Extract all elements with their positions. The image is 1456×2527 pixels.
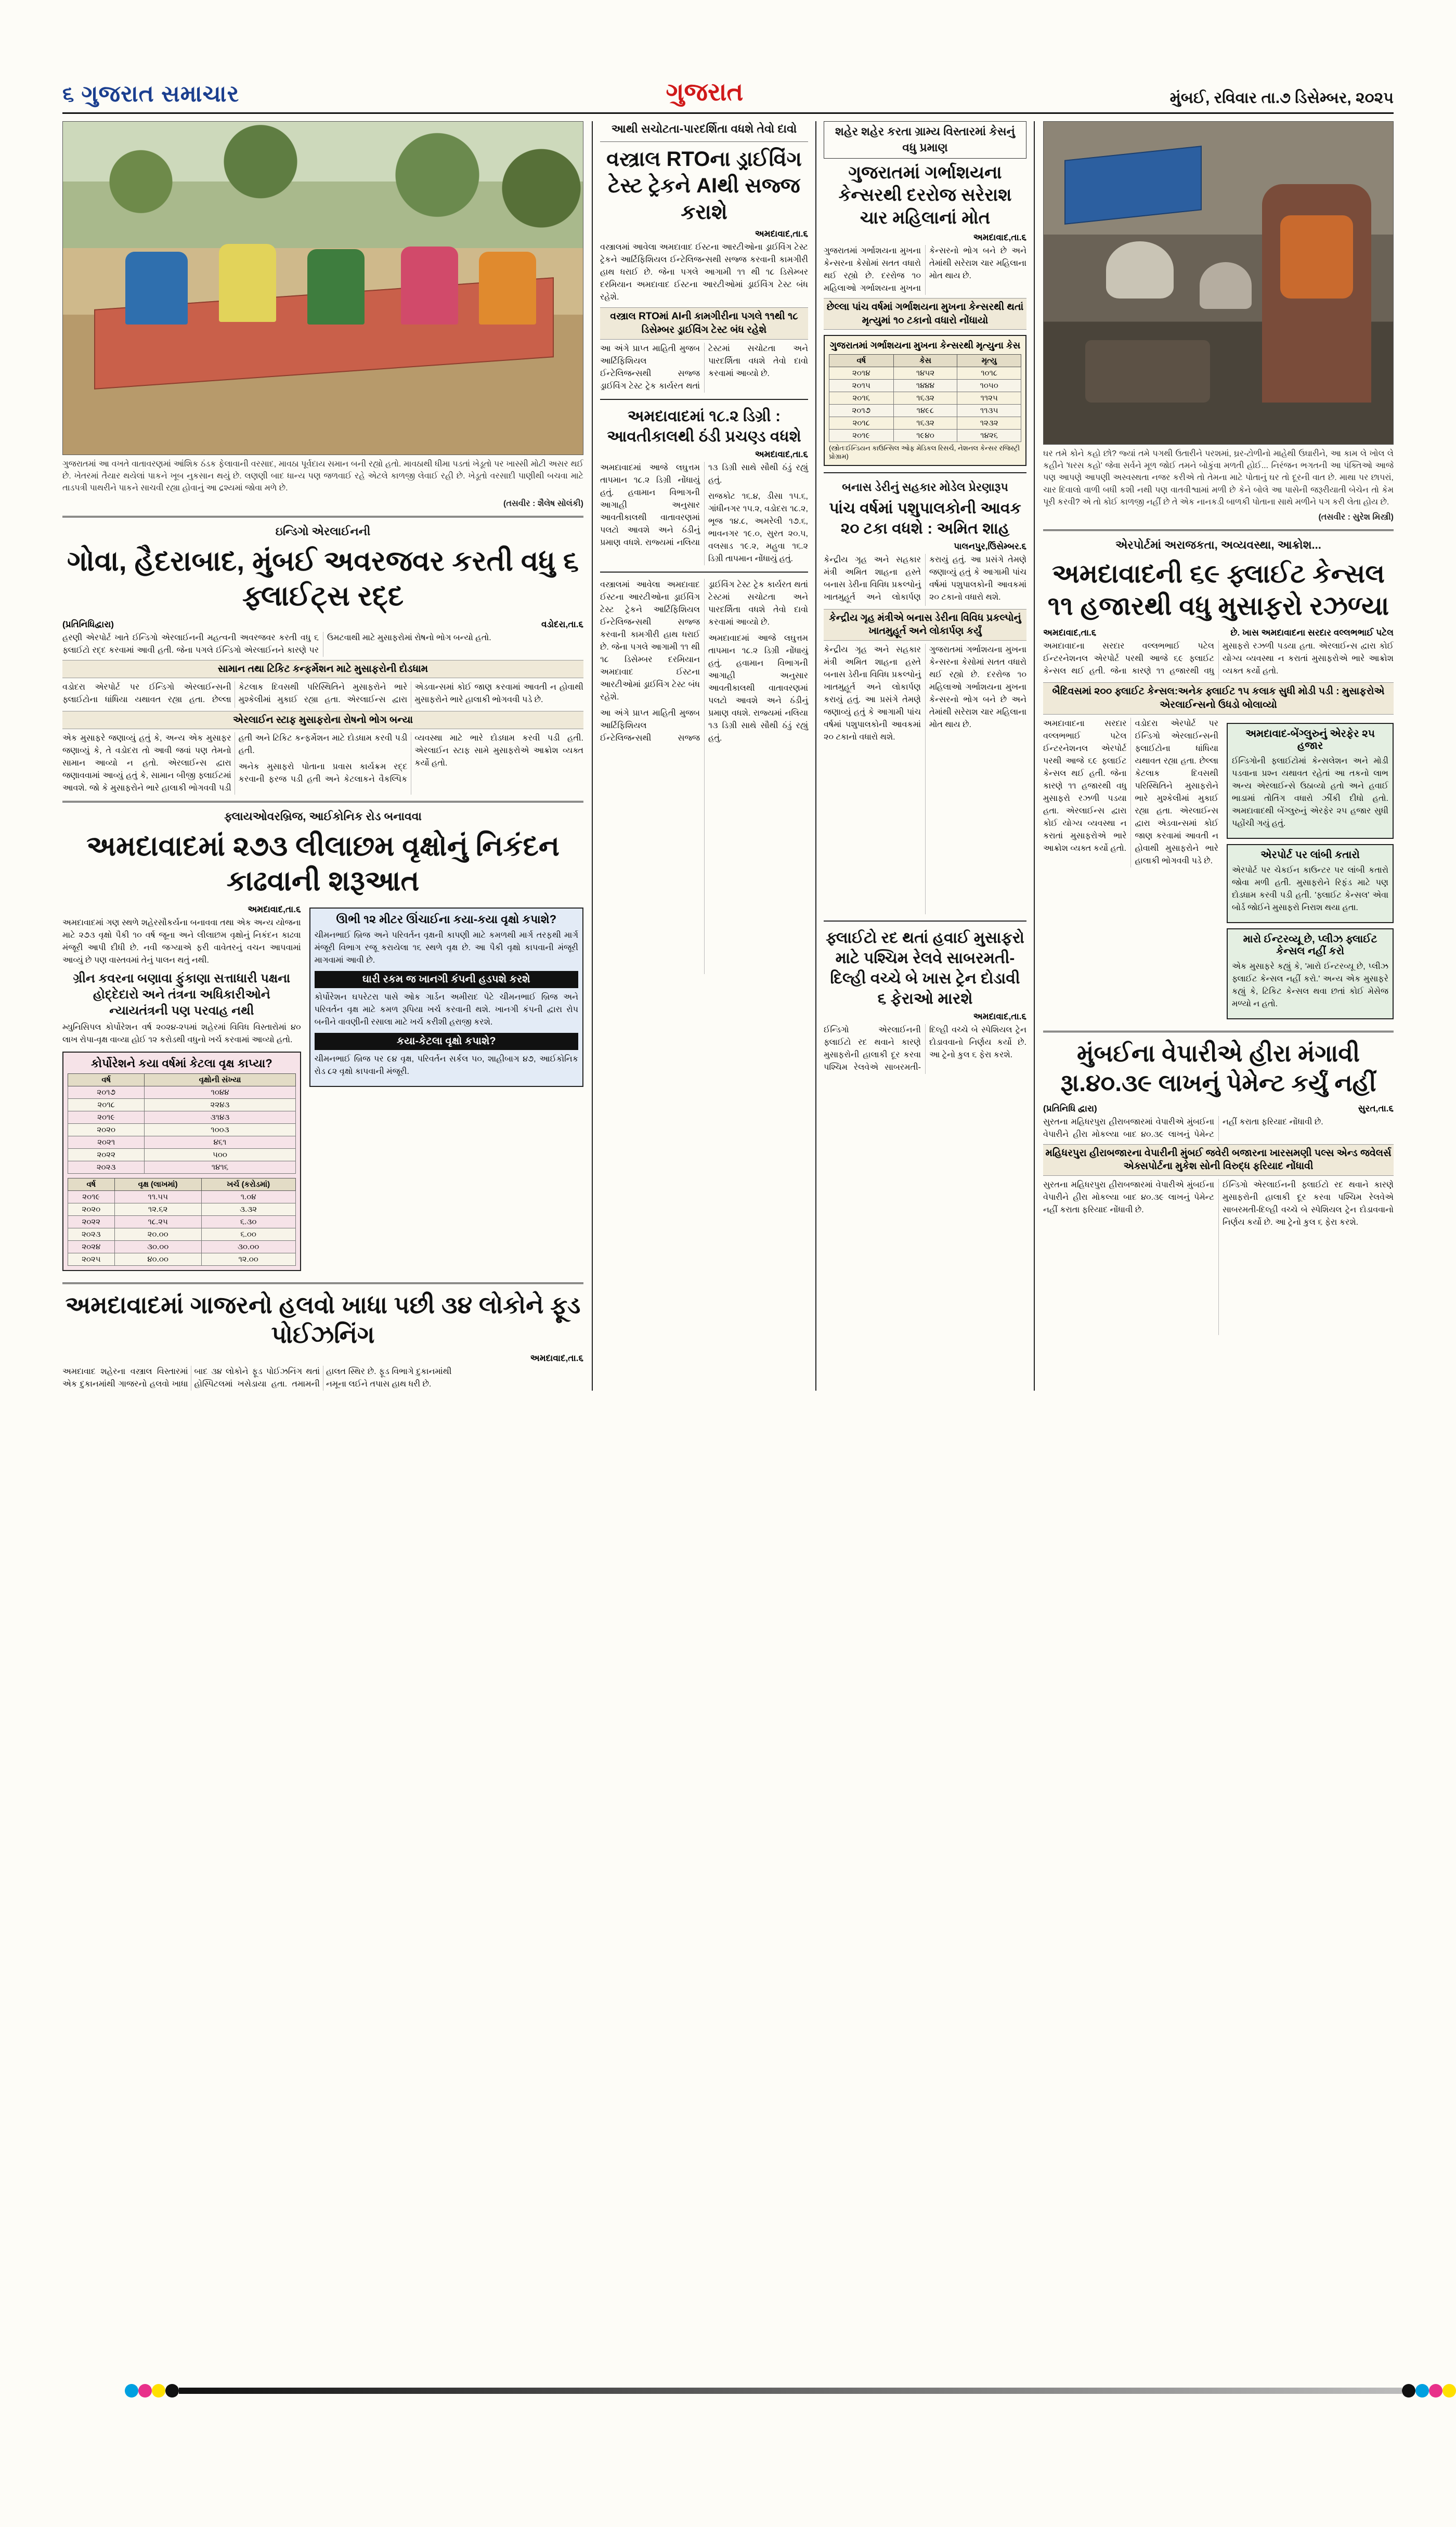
airport-byline-right: છે. ખાસ અમદાવાદના સરદાર વલ્લભભાઈ પટેલ [1230,627,1394,638]
temp-filler: અમદાવાદમાં આજે લઘુત્તમ તાપમાન ૧૮.૨ ડિગ્રી નોંધાયું હતું. હવામાન વિભાગની આગાહી અનુસાર આવતીકાલથી વાતાવરણમાં પલટો આવશે અને ઠંડીનું પ્રમાણ વધશે. રાજ્યમાં નલિયા ૧૩ ડિગ્રી સાથે સૌથી ઠંડું રહ્યું હતું. [708,633,808,743]
reg-swatch [1429,2384,1442,2398]
food-headline: અમદાવાદમાં ગાજરનો હલવો ખાધા પછી ૩૪ લોકોને ફૂડ પોઈઝનિંગ [65,1291,581,1349]
table-row: ૨૦૧૪ ૧૪૫૨ ૧૦૧૮ [829,367,1021,380]
reg-greybar [179,2388,1402,2394]
indigo-lead: હરણી એરપોર્ટ ખાતે ઈન્ડિગો એરલાઈનની મહત્વની અવરજવર કરતી વધુ ૬ ફ્લાઈટો રદ્દ કરવામાં આવી હતી. જેના પગલે ઈન્ડિગો એરલાઈનને કારણે પર ઉમટવાથી માટે મુસાફરોમાં રોષનો ભોગ બન્યો હતો. [62,633,491,655]
table-row: ૨૦૨૫ ૪૦.૦૦ ૧૨.૦૦ [68,1253,296,1265]
diamond-body: સુરતના મહિધરપુરા હીરાબજારમાં વેપારીએ મુંબઈના વેપારીને હીરા મોકલ્યા બાદ ૪૦.૩૯ લાખનું પેમેન્ટ નહીં કરાતા ફરિયાદ નોંધાવી છે. [1043,1117,1323,1139]
column-three [816,121,1035,1391]
table-row: ૨૦૨૧ ૪૬૧ [68,1136,296,1148]
cancer-kicker: શહેર શહેર કરતા ગ્રામ્ય વિસ્તારમાં કેસનું વધુ પ્રમાણ [824,121,1026,159]
temp-headline: અમદાવાદમાં ૧૮.૨ ડિગ્રી : આવતીકાલથી ઠંડી પ્રચણ્ડ વધશે [607,407,801,445]
rto-headline: વસ્ત્રાલ RTOના ડ્રાઈવિંગ ટેસ્ટ ટ્રેકને AIથી સજ્જ કરાશે [606,147,802,224]
tree-q3-title: કયા-કેટલા વૃક્ષો કપાશે? [315,1033,578,1050]
table-row: ૨૦૧૮ ૧૬૩૨ ૧૨૩૨ [829,417,1021,430]
train-headline: ફ્લાઈટો રદ થતાં હવાઈ મુસાફરો માટે પશ્ચિમ રેલવે સાબરમતી-દિલ્હી વચ્ચે બે ખાસ ટ્રેન દોડાવી ૬ ફેરાઓ મારશે [826,929,1024,1007]
tree-count-title: કોર્પોરેશને કયા વર્ષમાં કેટલા વૃક્ષ કાપ્યા? [90,1056,272,1070]
airport-subline: બૈદિવસમાં ૨૦૦ ફ્લાઈટ કેન્સલ:અનેક ફ્લાઈટ ૧૫ કલાક સુધી મોડી પડી : મુસાફરોએ એરલાઈન્સનો ઉધડો બોલાવ્યો [1043,682,1394,714]
reg-swatch [165,2384,179,2398]
column-one [62,121,593,1391]
cancer-headline: ગુજરાતમાં ગર્ભાશયના કેન્સરથી દરરોજ સરેરાશ ચાર મહિલાનાં મોત [838,162,1012,228]
table-row: ૨૦૨૦ ૧૨.૬૨ ૩.૩૨ [68,1203,296,1215]
airport-sub-3 [1227,928,1394,1019]
indigo-body1: વડોદરા એરપોર્ટ પર ઈન્ડિગો એરલાઈન્સની ફ્લાઈટોના ધાંધિયા યથાવત રહ્યા હતા. છેલ્લા કેટલાક દિવસથી પરિસ્થિતિને મુસાફરોને ભારે મુશ્કેલીમાં મુકાઈ રહ્યા હતા. એરલાઈન્સ દ્વારા એડવાન્સમાં કોઈ જાણ કરવામાં આવતી ન હોવાથી મુસાફરોને ભારે હાલાકી ભોગવવી પડે છે. [62,683,583,705]
diamond-filler: સુરતના મહિધરપુરા હીરાબજારમાં વેપારીએ મુંબઈના વેપારીને હીરા મોકલ્યા બાદ ૪૦.૩૯ લાખનું પેમેન્ટ નહીં કરાતા ફરિયાદ નોંધાવી છે. [1043,1180,1214,1214]
airport-sub-2-head: એરપોર્ટ પર લાંબી કતારો [1260,849,1360,861]
temp-body: અમદાવાદમાં આજે લઘુત્તમ તાપમાન ૧૮.૨ ડિગ્રી નોંધાયું હતું. હવામાન વિભાગની આગાહી અનુસાર આવતીકાલથી વાતાવરણમાં પલટો આવશે અને ઠંડીનું પ્રમાણ વધશે. રાજ્યમાં નલિયા ૧૩ ડિગ્રી સાથે સૌથી ઠંડું રહ્યું હતું. [600,463,808,547]
cancer-table-box [824,335,1026,466]
section-title: ગુજરાત [666,79,744,106]
cancer-byline: અમદાવાદ,તા.૬ [973,232,1026,243]
rto-subline: વસ્ત્રાલ RTOમાં AIની કામગીરીના પગલે ૧૧થી ૧૮ ડિસેમ્બર ડ્રાઈવિંગ ટેસ્ટ બંધ રહેશે [600,307,808,339]
banas-body: કેન્દ્રીય ગૃહ અને સહકાર મંત્રી અમિત શાહના હસ્તે બનાસ ડેરીના વિવિધ પ્રકલ્પોનું ખાતમુહૂર્ત અને લોકાર્પણ કરાયું હતું. આ પ્રસંગે તેમણે જણાવ્યું હતું કે આગામી પાંચ વર્ષમાં પશુપાલકોની આવકમાં ૨૦ ટકાનો વધારો થશે. [824,555,1026,602]
lead-photo-credit: (તસવીર : શૈલેષ સોલંકી) [503,499,583,508]
indigo-byline-right: વડોદરા,તા.૬ [541,619,583,629]
tree-q3-body: ચીમનભાઈ બ્રિજ પર ૯૪ વૃક્ષ, પરિવર્તન સર્કલ ૫૦, શાહીબાગ ૪૭, આઈકોનિક રોડ ૮૨ વૃક્ષો કાપવાની મંજૂરી. [314,1054,578,1076]
airport-body-cont: અમદાવાદના સરદાર વલ્લભભાઈ પટેલ ઈન્ટરનેશનલ એરપોર્ટ પરથી આજે ૬૯ ફ્લાઈટ કેન્સલ થઈ હતી. જેના કારણે ૧૧ હજારથી વધુ મુસાફરો રઝળી પડયા હતા. એરલાઈન્સ દ્વારા કોઈ યોગ્ય વ્યવસ્થા ન કરાતાં મુસાફરોએ ભારે આક્રોશ વ્યક્ત કર્યો હતો. [1043,719,1127,853]
train-byline: અમદાવાદ,તા.૬ [973,1012,1026,1021]
rto-body2: આ અંગે પ્રાપ્ત માહિતી મુજબ આર્ટિફિશિયલ ઈન્ટેલિજન્સથી સજ્જ ડ્રાઈવિંગ ટેસ્ટ ટ્રેક કાર્યરત થતાં ટેસ્ટમાં સચોટતા અને પારદર્શિતા વધશે તેવો દાવો કરવામાં આવ્યો છે. [600,344,808,391]
reg-swatch [152,2384,165,2398]
airport-headline: અમદાવાદની ૬૯ ફ્લાઈટ કેન્સલ ૧૧ હજારથી વધુ મુસાફરો રઝળ્યા [1047,559,1389,621]
indigo-body3: અનેક મુસાફરો પોતાના પ્રવાસ કાર્યક્રમ રદ્દ કરવાની ફરજ પડી હતી અને કેટલાકને વૈકલ્પિક વ્યવસ્થા માટે ભારે દોડધામ કરવી પડી હતી. એરલાઈન સ્ટાફ સામે મુસાફરોએ આક્રોશ વ્યક્ત કર્યો હતો. [238,734,583,784]
rto-body: વસ્ત્રાલમાં આવેલા અમદાવાદ ઈસ્ટના આરટીઓના ડ્રાઈવિંગ ટેસ્ટ ટ્રેકને આર્ટિફિશિયલ ઈન્ટેલિજન્સથી સજ્જ કરવાની કામગીરી હાથ ધરાઈ છે. જેના પગલે આગામી ૧૧ થી ૧૮ ડિસેમ્બર દરમિયાન અમદાવાદ ઈસ્ટના આરટીઓમાં ડ્રાઈવિંગ ટેસ્ટ બંધ રહેશે. [600,243,808,302]
indigo-kicker: ઇન્ડિગો એરલાઈનની [275,524,371,538]
tree-count-table [68,1073,296,1174]
airport-kicker: એરપોર્ટમાં અરાજકતા, અવ્યવસ્થા, આક્રોશ... [1115,538,1321,552]
banas-headline: પાંચ વર્ષમાં પશુપાલકોની આવક ૨૦ ટકા વધશે : અમિત શાહ [829,500,1021,538]
tree-count-box [62,1052,301,1271]
tree-q2-body: કોર્પોરેશન ઘપરેટરા પાસે ઓક ગાર્ડન અમીરાદ પેટે ચીમનભાઈ બ્રિજ અને પરિવર્તન વૃક્ષ માટે કમળ રૂપિયા ખર્ચ કરવાની થશે. ખાનગી કંપની દ્વારા રોપ બનીને વાવણીની રસાલા માટે ખર્ચ કરીશી હરાજી કરશે. [314,992,578,1027]
right-photo-caption: ઘર તમે કોને કહો છો? જ્યાં તમે પગથી ઉતારીને પરશમાં, ઘ્રર-ટોળીનો માહેથી ઉઘારીને, આ કામ લે ખોલ લે કહીને 'ધરસ કહો' જેવા સર્વને મૂળ જોઈ તમને બોકુંવા મળતી હોઈ... નિરંજન ભગતની આ પંક્તિઓ આજે પણ આપણે આપણી અસ્વસ્થતા નજર કરીએ તો તેમના માટે પોતાનું ઘર તો દૂરની વાત છે. માથા પર છાપરાં, ચાર દિવાલો વાળી બધી કશી નથી પણ વાતવીશ્વામાં મળી છે કેને બોલે આ પાસેની જરૂરીયાતી બેચેન તો કેમ પૂરી કરવી? એ તો કોઈ કાળજી નહીં છે તે એક નાનકડી બાળકી પોતાના સાથે મળીને પગ કરી લેતા હોય છે. [1043,449,1394,507]
diamond-headline: મુંબઈના વેપારીએ હીરા મંગાવી રૂા.૪૦.૩૯ લાખનું પેમેન્ટ કર્યું નહીં [1060,1039,1376,1097]
indigo-byline-left: (પ્રતિનિધિદ્વારા) [62,619,114,629]
masthead [62,78,1394,114]
reg-swatch [1442,2384,1456,2398]
table-row: ૨૦૧૫ ૧૪૪૪ ૧૦૫૦ [829,380,1021,392]
banas-kicker: બનાસ ડેરીનું સહકાર મોડેલ પ્રેરણારૂપ [842,481,1008,494]
banas-filler: કેન્દ્રીય ગૃહ અને સહકાર મંત્રી અમિત શાહના હસ્તે બનાસ ડેરીના વિવિધ પ્રકલ્પોનું ખાતમુહૂર્ત અને લોકાર્પણ કરાયું હતું. આ પ્રસંગે તેમણે જણાવ્યું હતું કે આગામી પાંચ વર્ષમાં પશુપાલકોની આવકમાં ૨૦ ટકાનો વધારો થશે. [824,645,921,742]
airport-body: અમદાવાદના સરદાર વલ્લભભાઈ પટેલ ઈન્ટરનેશનલ એરપોર્ટ પરથી આજે ૬૯ ફ્લાઈટ કેન્સલ થઈ હતી. જેના કારણે ૧૧ હજારથી વધુ મુસાફરો રઝળી પડયા હતા. એરલાઈન્સ દ્વારા કોઈ યોગ્ય વ્યવસ્થા ન કરાતાં મુસાફરોએ ભારે આક્રોશ વ્યક્ત કર્યો હતો. [1043,641,1394,676]
diamond-filler2: ઈન્ડિગો એરલાઈનની ફ્લાઈટો રદ થવાને કારણે મુસાફરોની હાલાકી દૂર કરવા પશ્ચિમ રેલવેએ સાબરમતી-દિલ્હી વચ્ચે બે સ્પેશિયલ ટ્રેન દોડાવવાનો નિર્ણય કર્યો છે. આ ટ્રેનો કુલ ૬ ફેરા કરશે. [1223,1180,1394,1227]
tree-question-box [309,908,583,1087]
cancer-table-note: (સ્ત્રોતઃઈન્ડિયન કાઉન્સિલ ઓફ મેડિકલ રિસર્ચ, નેશનલ કેન્સર રજિસ્ટ્રી પ્રોગ્રામ) [829,444,1020,461]
cancer-subline: છેલ્લા પાંચ વર્ષમાં ગર્ભાશયના મુખના કેન્સરથી થતાં મૃત્યુમાં ૧૦ ટકાનો વધારો નોંધાયો [824,298,1026,330]
flyover-subhead: ગ્રીન કવરના બણાવા ફુંકાણા સત્તાધારી પક્ષના હોદ્દેદારો અને તંત્રના અધિકારીઓને ન્યાયતંત્રની પણ પરવાહ નથી [73,971,290,1018]
reg-swatch [1402,2384,1415,2398]
table-row: ૨૦૨૩ ૧૪૧૬ [68,1161,296,1173]
flyover-byline: અમદાવાદ,તા.૬ [248,904,301,914]
diamond-byline-right: સુરત,તા.૬ [1358,1103,1394,1113]
right-photo [1043,121,1394,445]
airport-sub-3-text: એક મુસાફરે કહ્યું કે, 'મારો ઈન્ટરવ્યૂ છે, પ્લીઝ ફ્લાઈટ કેન્સલ નહીં કરો.' અન્ય એક મુસાફરે કહ્યું કે, ટિકિટ કેન્સલ થવા છતાં કોઈ મેસેજ મળ્યો ન હતો. [1232,962,1388,1008]
column-four [1035,121,1394,1391]
airport-sub-2-text: એરપોર્ટ પર ચેકઈન કાઉન્ટર પર લાંબી કતારો જોવા મળી હતી. મુસાફરોને રિફંડ માટે પણ દોડધામ કરવી પડી હતી. 'ફ્લાઈટ કેન્સલ' એવા બોર્ડ જોઈને મુસાફરો નિરાશ થયા હતા. [1232,865,1388,912]
tree-q2-title: ઘારી રકમ જ ખાનગી કંપની હડપશે કરશે [315,971,578,988]
rto-filler2: આ અંગે પ્રાપ્ત માહિતી મુજબ આર્ટિફિશિયલ ઈન્ટેલિજન્સથી સજ્જ ડ્રાઈવિંગ ટેસ્ટ ટ્રેક કાર્યરત થતાં ટેસ્ટમાં સચોટતા અને પારદર્શિતા વધશે તેવો દાવો કરવામાં આવ્યો છે. [600,580,808,743]
diamond-byline-left: (પ્રતિનિધિ દ્વારા) [1043,1103,1097,1113]
temp-list: રાજકોટ ૧૬.૪, ડીસા ૧૫.૬, ગાંધીનગર ૧૫.૨, વડોદરા ૧૮.૨, ભૂજ ૧૪.૮, અમરેલી ૧૭.૬, ભાવનગર ૧૯.૦, સુરત ૨૦.૫, વલસાડ ૧૯.૨, મહુવા ૧૬.૨ ડિગ્રી તાપમાન નોંધાયું હતું. [708,491,808,563]
page-folio: ૬ [62,82,74,106]
registration-marks [125,2384,1456,2398]
airport-sub-3-head: મારો ઈન્ટરવ્યૂ છે, પ્લીઝ ફ્લાઈટ કેન્સલ નહીં કરો [1243,933,1377,957]
table-row: ૨૦૧૬ ૧૬૩૨ ૧૧૨૫ [829,392,1021,405]
paper-name: ગુજરાત સમાચાર [81,81,240,107]
edition-date: મુંબઈ, રવિવાર તા.૭ ડિસેમ્બર, ૨૦૨૫ [1169,89,1394,107]
lead-photo [62,121,583,455]
flyover-kicker: ફ્લાયઓવરબ્રિજ, આઈકોનિક રોડ બનાવવા [224,810,422,823]
tree-question-body: ચીમનભાઈ બ્રિજ અને પરિવર્તન વૃક્ષની કાપણી માટે કમળથી માર્ગ તરફથી માર્ગ મંજૂરી વિભાગ રજૂ કરાયેલા ૧૬ સ્થળે વૃક્ષ છે. આ પૈકી વૃક્ષો કાપવાની મંજૂરી માગવામાં આવી છે. [314,930,578,965]
table-row: ૨૦૨૪ ૩૦.૦૦ ૩૦.૦૦ [68,1240,296,1253]
diamond-subline: મહિધરપુરા હીરાબજારના વેપારીની મુંબઈ જવેરી બજારના ખારસમણી પલ્સ એન્ડ જવેલર્સ એક્સપોર્ટના મુકેશ સોની વિરુદ્ધ ફરિયાદ નોંધાવી [1043,1144,1394,1176]
tree-question-title: ઊભી ૧૨ મીટર ઊંચાઈના કયા-કયા વૃક્ષો કપાશે? [336,912,557,926]
table-row: ૨૦૧૮ ૨૨૪૩ [68,1098,296,1111]
indigo-body2: એક મુસાફરે જણાવ્યું હતું કે, અન્ય એક મુસાફર જણાવ્યું કે, તે વડોદરા તો આવી જવાં પણ તેમનો સામાન આવ્યો ન હતો. એરલાઈન્સ દ્વારા જણાવવામાં આવ્યું હતું કે, સામાન બીજી ફ્લાઈટમાં આવશે. જો કે મુસાફરોને ભારે હાલાકી ભોગવવી પડી હતી અને ટિકિટ કન્ફર્મેશન માટે દોડધામ કરવી પડી હતી. [62,734,408,793]
flyover-body: અમદાવાદમાં ગણ સ્થળે શહેરસૌકર્યના બનાવવા તથા એક અન્ય યોજના માટે ૨૭૩ વૃક્ષો પૈકી ૧૦ વર્ષ જૂના અને લીલાછમ વૃક્ષોનું નિકંદન કાઢવા મંજૂરી આપી દીધી છે. નવી જગ્યાએ ફરી વાવેતરનું વચન આપવામાં આવ્યું છે પણ વાસ્તવમાં તેનું પાલન થતું નથી. [62,918,301,965]
airport-sub-1 [1227,723,1394,839]
food-byline: અમદાવાદ,તા.૬ [530,1353,583,1363]
airport-body-cont2: વડોદરા એરપોર્ટ પર ઈન્ડિગો એરલાઈન્સની ફ્લાઈટોના ધાંધિયા યથાવત રહ્યા હતા. છેલ્લા કેટલાક દિવસથી પરિસ્થિતિને મુસાફરોને ભારે મુશ્કેલીમાં મુકાઈ રહ્યા હતા. એરલાઈન્સ દ્વારા એડવાન્સમાં કોઈ જાણ કરવામાં આવતી ન હોવાથી મુસાફરોને ભારે હાલાકી ભોગવવી પડે છે. [1135,719,1219,865]
table-row: ૨૦૧૭ ૧૦૪૪ [68,1086,296,1098]
table-row: ૨૦૧૭ ૧૪૯૮ ૧૧૩૫ [829,405,1021,417]
airport-sub-1-head: અમદાવાદ-બેંગ્લુરુનું એરફેર ૨૫ હજાર [1245,728,1375,751]
cancer-filler: ગુજરાતમાં ગર્ભાશયના મુખના કેન્સરના કેસોમાં સતત વધારો થઈ રહ્યો છે. દરરોજ ૧૦ મહિલાઓ ગર્ભાશયના મુખના કેન્સરનો ભોગ બને છે અને તેમાંથી સરેરાશ ચાર મહિલાના મોત થાય છે. [929,645,1026,729]
table-row: ૨૦૧૯ ૩૧૪૩ [68,1111,296,1123]
banas-byline: પાલનપુર,ઉિસેમ્બર.૬ [954,541,1026,552]
flyover-headline: અમદાવાદમાં ૨૭૩ લીલાછમ વૃક્ષોનું નિકંદન કાઢવાની શરૂઆત [86,830,560,897]
table-row: ૨૦૧૯ ૧૯૪૦ ૧૪૨૬ [829,430,1021,442]
indigo-sub1: સામાન તથા ટિકિટ કન્ફર્મેશન માટે મુસાફરોની દોડધામ [62,660,583,679]
banas-subline: કેન્દ્રીય ગૃહ મંત્રીએ બનાસ ડેરીના વિવિધ પ્રકલ્પોનું ખાતમુહૂર્ત અને લોકાર્પણ કર્યું [824,609,1026,641]
food-body: અમદાવાદ શહેરના વસ્ત્રાલ વિસ્તારમાં એક દુકાનમાંથી ગાજરનો હલવો ખાધા બાદ ૩૪ લોકોને ફૂડ પોઈઝનિંગ થતાં હોસ્પિટલમાં ખસેડાયા હતા. તમામની હાલત સ્થિર છે. ફૂડ વિભાગે દુકાનમાંથી નમૂના લઈને તપાસ હાથ ધરી છે. [62,1367,452,1389]
column-two [593,121,816,1391]
lead-photo-caption: ગુજરાતમાં આ વખતે વાતાવરણમાં આંશિક ઠંડક ફેલાવાની વરસાદ, માવઠા પૂર્વદાય સમાન બની રહ્યો હતો. માવઠાથી ધીમા પડતાં ખેડૂતો પર ખાસ્સી મોટી અસર થઈ છે. ખેતરમાં તૈયાર થયેલાં પાકને ખૂબ નુકસાન થયું છે. લણણી બાદ ધાન્ય પણ જળવાઈ રહે એટલે કાળજી લેવાઈ રહી છે. ખેડૂતો વરસાદી પાણીથી બચવા માટે તાડપત્રી પાથરીને પાકને સાચવી રહ્યા હોવાનું આ દ્રશ્યમાં જોવા મળે છે. [62,460,583,493]
reg-swatch [138,2384,152,2398]
train-body: ઈન્ડિગો એરલાઈનની ફ્લાઈટો રદ થવાને કારણે મુસાફરોની હાલાકી દૂર કરવા પશ્ચિમ રેલવેએ સાબરમતી-દિલ્હી વચ્ચે બે સ્પેશિયલ ટ્રેન દોડાવવાનો નિર્ણય કર્યો છે. આ ટ્રેનો કુલ ૬ ફેરા કરશે. [824,1026,1026,1072]
tree-th-0: વર્ષ [68,1073,145,1086]
temp-byline: અમદાવાદ,તા.૬ [755,449,808,459]
right-photo-credit: (તસવીર : સુરેશ મિસ્ત્રી) [1318,512,1394,522]
airport-sub-2 [1227,844,1394,923]
tree-th-1: વૃક્ષોની સંખ્યા [145,1073,295,1086]
table-row: ૨૦૨૨ ૫૦૦ [68,1148,296,1161]
reg-swatch [125,2384,138,2398]
rto-byline: અમદાવાદ,તા.૬ [755,229,808,239]
rto-kicker: આથી સચોટતા-પારદર્શિતા વધશે તેવો દાવો [611,122,797,135]
cancer-table-title: ગુજરાતમાં ગર્ભાશયના મુખના કેન્સરથી મૃત્યુના કેસ [829,340,1021,351]
airport-byline-left: અમદાવાદ,તા.૬ [1043,627,1097,638]
reg-swatch [1415,2384,1429,2398]
table-row: ૨૦૧૯ ૧૧.૫૫ ૧.૦૪ [68,1190,296,1203]
cancer-body: ગુજરાતમાં ગર્ભાશયના મુખના કેન્સરના કેસોમાં સતત વધારો થઈ રહ્યો છે. દરરોજ ૧૦ મહિલાઓ ગર્ભાશયના મુખના કેન્સરનો ભોગ બને છે અને તેમાંથી સરેરાશ ચાર મહિલાના મોત થાય છે. [824,247,1026,293]
rto-filler: વસ્ત્રાલમાં આવેલા અમદાવાદ ઈસ્ટના આરટીઓના ડ્રાઈવિંગ ટેસ્ટ ટ્રેકને આર્ટિફિશિયલ ઈન્ટેલિજન્સથી સજ્જ કરવાની કામગીરી હાથ ધરાઈ છે. જેના પગલે આગામી ૧૧ થી ૧૮ ડિસેમ્બર દરમિયાન અમદાવાદ ઈસ્ટના આરટીઓમાં ડ્રાઈવિંગ ટેસ્ટ બંધ રહેશે. [600,580,700,702]
cancer-table: વર્ષ કેસ મૃત્યુ ૨૦૧૪ ૧૪૫૨ ૧૦૧૮ ૨૦૧૫ ૧૪૪૪ ૧૦૫૦ ૨૦૧૬ ૧૬૩૨ ૧૧૨૫ ૨૦૧૭ ૧૪૯૮ ૧૧૩૫ ૨૦૧૮ ૧૬૩૨ ૧૨૩૨ ૨૦૧૯ ૧૯૪૦ ૧૪૨૬ [829,354,1021,442]
table-row: ૨૦૨૨ ૧૮.૨૫ ૬.૩૦ [68,1215,296,1228]
tree-cost-table: વર્ષ વૃક્ષ (લાખમાં) ખર્ચ (કરોડમાં) ૨૦૧૯ ૧૧.૫૫ ૧.૦૪ ૨૦૨૦ ૧૨.૬૨ ૩.૩૨ ૨૦૨૨ ૧૮.૨૫ ૬.૩૦ ૨૦૨૩ ૨૦.૦૦ ૬.૦૦ ૨૦૨૪ ૩૦.૦૦ ૩૦.૦૦ ૨૦૨૫ ૪૦.૦૦ ૧૨.૦૦ [68,1178,296,1266]
table-row: ૨૦૨૩ ૨૦.૦૦ ૬.૦૦ [68,1228,296,1240]
indigo-headline: ગોવા, હૈદરાબાદ, મુંબઈ અવરજવર કરતી વધુ ૬ ફ્લાઈટ્સ રદ્દ [67,545,579,612]
table-row: ૨૦૨૦ ૧૦૦૩ [68,1123,296,1136]
indigo-sub2: એરલાઈન સ્ટાફ મુસાફરોના રોષનો ભોગ બન્યા [62,711,583,730]
airport-sub-1-text: ઈન્ડિગોની ફ્લાઈટોમાં કેન્સલેશન અને મોડી પડવાના પ્રશ્ન યથાવત રહેતાં આ તકનો લાભ અન્ય એરલાઈન્સે ઉઠાવ્યો હતો અને હવાઈ ભાડામાં તોતિંગ વધારો ઝીંકી દીધો હતો. અમદાવાદથી બેંગ્લુરુનું એરફેર ૨૫ હજાર સુધી પહોંચી ગયું હતું. [1232,756,1388,828]
flyover-body2: મ્યુનિસિપલ કોર્પોરેશન વર્ષ ૨૦૨૪-૨૫માં શહેરમાં વિવિધ વિસ્તારોમાં ૪૦ લાખ રોપા-વૃક્ષ વાવ્યા હોઈ ૧૨ કરોડથી વધુનો ખર્ચ કરવામાં આવ્યો હતો. [62,1022,301,1044]
